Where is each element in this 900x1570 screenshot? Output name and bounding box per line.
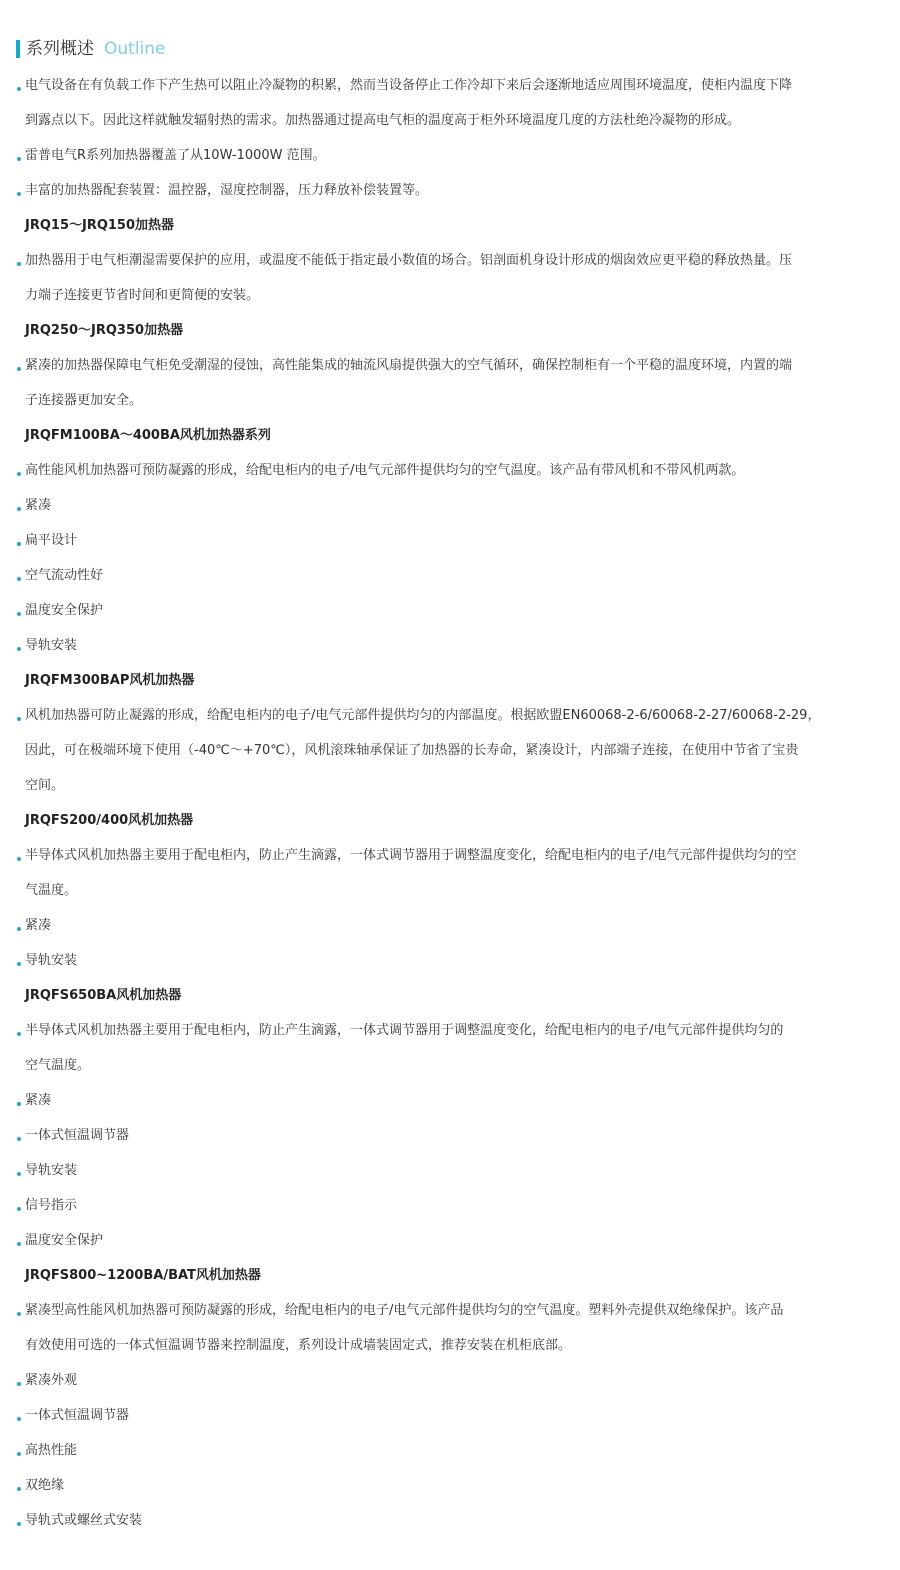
product-heading: [16, 418, 876, 453]
item-text: 紧凑: [25, 1093, 52, 1108]
item-text: 高性能风机加热器可预防凝露的形成，给配电柜内的电子/电气元部件提供均匀的空气温度。该产品有带风机和不带风机两款。: [25, 463, 745, 478]
section-subtitle: Outline: [104, 39, 166, 59]
list-item-continuation: [16, 383, 876, 418]
item-text: 半导体式风机加热器主要用于配电柜内，防止产生滴露，一体式调节器用于调整温度变化，给配电柜内的电子/电气元部件提供均匀的空: [25, 848, 797, 863]
item-text: 电气设备在有负载工作下产生热可以阻止冷凝物的积累，然而当设备停止工作冷却下来后会逐渐地适应周围环境温度，使柜内温度下降: [25, 78, 793, 93]
outline-section: [16, 36, 876, 1538]
bullet-dot-icon: [17, 577, 21, 581]
item-text: 加热器用于电气柜潮湿需要保护的应用，或温度不能低于指定最小数值的场合。铝剖面机身设计形成的烟囱效应更平稳的释放热量。压: [25, 253, 793, 268]
heading-text: JRQFS200/400风机加热器: [25, 813, 194, 828]
bullet-dot-icon: [17, 1207, 21, 1211]
item-text: 一体式恒温调节器: [25, 1128, 130, 1143]
item-text: 半导体式风机加热器主要用于配电柜内，防止产生滴露，一体式调节器用于调整温度变化，给配电柜内的电子/电气元部件提供均匀的: [25, 1023, 784, 1038]
bullet-dot-icon: [17, 927, 21, 931]
list-item: [16, 628, 876, 663]
product-heading: [16, 663, 876, 698]
item-text: 雷普电气R系列加热器覆盖了从10W-1000W 范围。: [25, 148, 326, 163]
bullet-dot-icon: [17, 1242, 21, 1246]
bullet-dot-icon: [17, 1382, 21, 1386]
item-text: 丰富的加热器配套装置：温控器，湿度控制器，压力释放补偿装置等。: [25, 183, 429, 198]
item-text: 双绝缘: [25, 1478, 65, 1493]
item-text: 温度安全保护: [25, 1233, 104, 1248]
list-item: [16, 138, 876, 173]
list-item: [16, 488, 876, 523]
item-text: 紧凑型高性能风机加热器可预防凝露的形成，给配电柜内的电子/电气元部件提供均匀的空气温度。塑料外壳提供双绝缘保护。该产品: [25, 1303, 784, 1318]
bullet-dot-icon: [17, 962, 21, 966]
list-item: [16, 453, 876, 488]
list-item: [16, 1433, 876, 1468]
item-text: 风机加热器可防止凝露的形成，给配电柜内的电子/电气元部件提供均匀的内部温度。根据欧盟EN60068-2-6/60068-2-27/60068-2-29，: [25, 708, 821, 723]
bullet-dot-icon: [17, 157, 21, 161]
list-item-continuation: [16, 1048, 876, 1083]
bullet-dot-icon: [17, 1487, 21, 1491]
item-text: 有效使用可选的一体式恒温调节器来控制温度，系列设计成墙装固定式，推荐安装在机柜底部。: [25, 1338, 572, 1353]
bullet-dot-icon: [17, 717, 21, 721]
bullet-dot-icon: [17, 1452, 21, 1456]
bullet-dot-icon: [17, 507, 21, 511]
list-item: [16, 1503, 876, 1538]
section-title: 系列概述: [26, 39, 94, 59]
bullet-dot-icon: [17, 542, 21, 546]
bullet-dot-icon: [17, 262, 21, 266]
heading-text: JRQFS650BA风机加热器: [25, 988, 182, 1003]
list-item-continuation: [16, 768, 876, 803]
list-item-continuation: [16, 278, 876, 313]
list-item: [16, 1013, 876, 1048]
list-item-continuation: [16, 103, 876, 138]
heading-text: JRQ250～JRQ350加热器: [25, 323, 184, 338]
bullet-dot-icon: [17, 1522, 21, 1526]
bullet-dot-icon: [17, 1102, 21, 1106]
bullet-dot-icon: [17, 857, 21, 861]
product-heading: [16, 1258, 876, 1293]
section-header: [16, 36, 876, 62]
item-text: 力端子连接更节省时间和更简便的安装。: [25, 288, 260, 303]
list-item: [16, 243, 876, 278]
item-text: 导轨安装: [25, 953, 78, 968]
heading-text: JRQFM100BA～400BA风机加热器系列: [25, 428, 271, 443]
item-text: 导轨安装: [25, 1163, 78, 1178]
item-text: 紧凑外观: [25, 1373, 78, 1388]
item-text: 因此，可在极端环境下使用（-40℃～+70℃），风机滚珠轴承保证了加热器的长寿命，紧凑设计，内部端子连接，在使用中节省了宝贵: [25, 743, 799, 758]
item-text: 空气温度。: [25, 1058, 91, 1073]
product-heading: [16, 803, 876, 838]
list-item: [16, 68, 876, 103]
bullet-dot-icon: [17, 1032, 21, 1036]
bullet-dot-icon: [17, 647, 21, 651]
list-item: [16, 908, 876, 943]
product-heading: [16, 208, 876, 243]
item-text: 紧凑: [25, 918, 52, 933]
list-item-continuation: [16, 733, 876, 768]
list-item: [16, 1293, 876, 1328]
item-text: 紧凑: [25, 498, 52, 513]
bullet-dot-icon: [17, 1172, 21, 1176]
bullet-dot-icon: [17, 87, 21, 91]
item-text: 到露点以下。因此这样就触发辐射热的需求。加热器通过提高电气柜的温度高于柜外环境温度几度的方法杜绝冷凝物的形成。: [25, 113, 741, 128]
list-item: [16, 1363, 876, 1398]
list-item: [16, 1398, 876, 1433]
list-item: [16, 1223, 876, 1258]
item-text: 导轨式或螺丝式安装: [25, 1513, 143, 1528]
list-item: [16, 173, 876, 208]
product-heading: [16, 313, 876, 348]
list-item: [16, 1153, 876, 1188]
list-item: [16, 838, 876, 873]
list-item: [16, 1083, 876, 1118]
item-text: 空间。: [25, 778, 65, 793]
list-item-continuation: [16, 1328, 876, 1363]
item-text: 空气流动性好: [25, 568, 104, 583]
outline-content: [16, 68, 876, 1538]
bullet-dot-icon: [17, 1417, 21, 1421]
list-item: [16, 348, 876, 383]
list-item: [16, 558, 876, 593]
heading-text: JRQFM300BAP风机加热器: [25, 673, 195, 688]
header-accent-bar: [16, 40, 20, 58]
list-item: [16, 593, 876, 628]
list-item: [16, 1118, 876, 1153]
item-text: 气温度。: [25, 883, 78, 898]
bullet-dot-icon: [17, 612, 21, 616]
item-text: 温度安全保护: [25, 603, 104, 618]
list-item-continuation: [16, 873, 876, 908]
item-text: 信号指示: [25, 1198, 78, 1213]
item-text: 子连接器更加安全。: [25, 393, 143, 408]
heading-text: JRQFS800~1200BA/BAT风机加热器: [25, 1268, 261, 1283]
item-text: 紧凑的加热器保障电气柜免受潮湿的侵蚀，高性能集成的轴流风扇提供强大的空气循环，确保控制柜有一个平稳的温度环境，内置的端: [25, 358, 793, 373]
item-text: 高热性能: [25, 1443, 78, 1458]
bullet-dot-icon: [17, 367, 21, 371]
bullet-dot-icon: [17, 192, 21, 196]
bullet-dot-icon: [17, 472, 21, 476]
list-item: [16, 943, 876, 978]
list-item: [16, 698, 876, 733]
item-text: 扁平设计: [25, 533, 78, 548]
item-text: 导轨安装: [25, 638, 78, 653]
list-item: [16, 1188, 876, 1223]
product-heading: [16, 978, 876, 1013]
bullet-dot-icon: [17, 1137, 21, 1141]
heading-text: JRQ15～JRQ150加热器: [25, 218, 175, 233]
item-text: 一体式恒温调节器: [25, 1408, 130, 1423]
list-item: [16, 1468, 876, 1503]
list-item: [16, 523, 876, 558]
bullet-dot-icon: [17, 1312, 21, 1316]
